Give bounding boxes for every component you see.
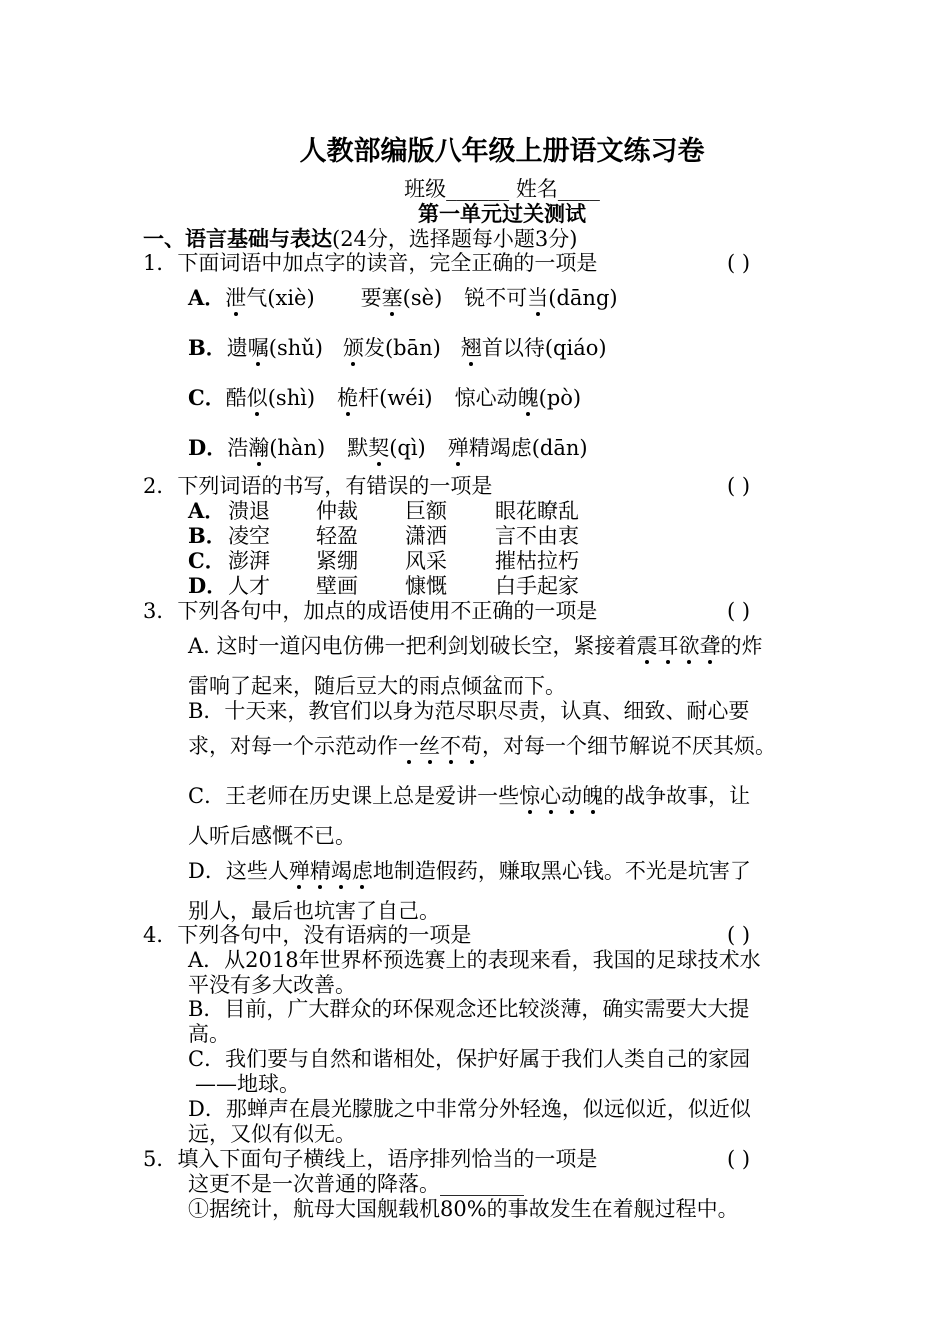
option-text: 求，对每一个示范动作 [188, 734, 398, 758]
option-text: 杆(wéi) [358, 386, 433, 410]
word: 轻盈 [316, 524, 358, 548]
word: 巨额 [405, 499, 447, 523]
dotted-char: 震 [636, 634, 658, 658]
option-text: 精竭虑(dān) [468, 436, 588, 460]
class-name-line: 班级______ 姓名____ [404, 177, 600, 201]
q2-option-c [188, 548, 579, 574]
option-text: 气(xiè) [246, 286, 315, 310]
option-text: 发(bān) [363, 336, 441, 360]
dotted-char: 魄 [517, 386, 539, 410]
option-text: (hàn) [269, 436, 326, 460]
option-text: 浩 [227, 436, 249, 460]
option-text: 锐不可 [464, 286, 528, 310]
option-label: B． [188, 523, 227, 548]
word: 眼花瞭乱 [495, 499, 579, 523]
q2-option-b [188, 523, 579, 549]
dotted-idiom [637, 634, 721, 658]
dotted-idiom [398, 734, 482, 758]
option-text: (qì) [389, 436, 426, 460]
word: 潇洒 [405, 524, 447, 548]
option-text: 的战争故事，让 [603, 784, 751, 808]
option-text: 地制造假药，赚取黑心钱。不光是坑害了 [372, 859, 751, 883]
dotted-char: 精 [309, 859, 331, 883]
q3-option-a-line2: 雷响了起来，随后豆大的雨点倾盆而下。 [188, 674, 566, 698]
q5-line2: ①据统计，航母大国舰载机80%的事故发生在着舰过程中。 [188, 1197, 739, 1221]
dotted-char: 颁 [342, 336, 364, 360]
q5-line1: 这更不是一次普通的降落。________ [188, 1172, 524, 1196]
dotted-char: 丝 [419, 734, 440, 758]
word: 白手起家 [495, 574, 579, 598]
dotted-char: 魄 [582, 784, 604, 808]
q1-stem: 1．下面词语中加点字的读音，完全正确的一项是 [143, 251, 598, 275]
option-text: C．王老师在历史课上总是爱讲一些 [188, 784, 520, 808]
dotted-char: 聋 [699, 634, 721, 658]
q3-option-a-line1 [188, 633, 763, 659]
word: 慷慨 [405, 574, 447, 598]
option-text: D．这些人 [188, 859, 289, 883]
section-heading-label: 一、语言基础与表达 [143, 226, 332, 251]
section-heading [143, 226, 577, 252]
q2-option-a [188, 498, 579, 524]
option-text: 默 [347, 436, 369, 460]
option-text: (sè) [402, 286, 443, 310]
dotted-char: 当 [527, 286, 549, 310]
word: 紧绷 [316, 549, 358, 573]
word: 言不由衷 [495, 524, 579, 548]
option-text: 的炸 [720, 634, 763, 658]
dotted-char: 一 [398, 734, 419, 758]
dotted-char: 嘱 [247, 336, 269, 360]
dotted-char: 殚 [288, 859, 310, 883]
q4-answer-blank: ( ) [727, 923, 751, 947]
option-text: A. 这时一道闪电仿佛一把利剑划破长空，紧接着 [188, 634, 637, 658]
q2-answer-blank: ( ) [727, 474, 751, 498]
option-label: B． [188, 335, 227, 360]
q5-answer-blank: ( ) [727, 1147, 751, 1171]
option-text: 酷 [225, 386, 247, 410]
word: 壁画 [316, 574, 358, 598]
word: 凌空 [228, 524, 270, 548]
dotted-char: 心 [540, 784, 562, 808]
dotted-char: 动 [561, 784, 583, 808]
q1-option-c [188, 385, 581, 411]
word: 澎湃 [228, 549, 270, 573]
option-text: (pò) [538, 386, 582, 410]
section-heading-note: (24分，选择题每小题3分) [332, 227, 578, 251]
q4-option-a-line1: A．从2018年世界杯预选赛上的表现来看，我国的足球技术水 [188, 948, 761, 972]
q1-answer-blank: ( ) [727, 251, 751, 275]
q4-option-a-line2: 平没有多大改善。 [188, 973, 356, 997]
dotted-char: 耳 [657, 634, 679, 658]
q3-option-d-line1 [188, 858, 751, 884]
q2-option-d [188, 573, 579, 599]
q4-option-d-line1: D．那蝉声在晨光朦胧之中非常分外轻逸，似远似近，似近似 [188, 1097, 751, 1121]
dotted-char: 惊 [519, 784, 541, 808]
q4-option-b-line1: B．目前，广大群众的环保观念还比较淡薄，确实需要大大提 [188, 997, 750, 1021]
dotted-char: 虑 [351, 859, 373, 883]
option-text: 要 [360, 286, 382, 310]
dotted-char: 殚 [447, 436, 469, 460]
dotted-char: 翘 [460, 336, 482, 360]
dotted-char: 塞 [381, 286, 403, 310]
option-text: 惊心动 [454, 386, 518, 410]
q4-option-c-line1: C．我们要与自然和谐相处，保护好属于我们人类自己的家园 [188, 1047, 751, 1071]
q4-stem: 4．下列各句中，没有语病的一项是 [143, 923, 472, 947]
option-text: (shì) [267, 386, 316, 410]
dotted-idiom [289, 859, 373, 883]
option-text: (shǔ) [268, 336, 323, 360]
dotted-idiom [519, 784, 603, 808]
dotted-char: 欲 [678, 634, 700, 658]
dotted-char: 竭 [330, 859, 352, 883]
dotted-char: 不 [440, 734, 461, 758]
q4-option-d-line2: 远，又似有似无。 [188, 1122, 356, 1146]
q3-option-c-line2: 人听后感慨不已。 [188, 824, 356, 848]
dotted-char: 似 [246, 386, 268, 410]
page-title: 人教部编版八年级上册语文练习卷 [299, 136, 705, 167]
q3-stem: 3．下列各句中，加点的成语使用不正确的一项是 [143, 599, 598, 623]
q4-option-c-line2: ——地球。 [195, 1072, 300, 1096]
q2-stem: 2．下列词语的书写，有错误的一项是 [143, 474, 493, 498]
q5-stem: 5．填入下面句子横线上，语序排列恰当的一项是 [143, 1147, 598, 1171]
q4-option-b-line2: 高。 [188, 1022, 230, 1046]
dotted-char: 契 [368, 436, 390, 460]
q3-option-b-line2 [188, 733, 776, 759]
option-label: C． [188, 385, 226, 410]
option-text: 首以待(qiáo) [481, 336, 607, 360]
dotted-char: 泄 [225, 286, 247, 310]
option-text: ，对每一个细节解说不厌其烦。 [482, 734, 776, 758]
word: 风采 [405, 549, 447, 573]
q3-option-b-line1: B．十天来，教官们以身为范尽职尽责，认真、细致、耐心要 [188, 699, 750, 723]
unit-title: 第一单元过关测试 [418, 201, 586, 226]
q1-option-a [188, 285, 618, 311]
option-label: D． [188, 573, 228, 598]
word: 摧枯拉朽 [495, 549, 579, 573]
option-label: A． [188, 285, 226, 310]
option-label: C． [188, 548, 226, 573]
option-label: D． [188, 435, 228, 460]
word: 仲裁 [316, 499, 358, 523]
dotted-char: 桅 [337, 386, 359, 410]
q1-option-d [188, 435, 588, 461]
word: 人才 [228, 574, 270, 598]
dotted-char: 苟 [461, 734, 482, 758]
q3-option-d-line2: 别人，最后也坑害了自己。 [188, 899, 440, 923]
option-text: (dāng) [548, 286, 618, 310]
q3-answer-blank: ( ) [727, 599, 751, 623]
q1-option-b [188, 335, 607, 361]
option-text: 遗 [226, 336, 248, 360]
option-label: A． [188, 498, 226, 523]
dotted-char: 瀚 [248, 436, 270, 460]
q3-option-c-line1 [188, 783, 750, 809]
word: 溃退 [228, 499, 270, 523]
